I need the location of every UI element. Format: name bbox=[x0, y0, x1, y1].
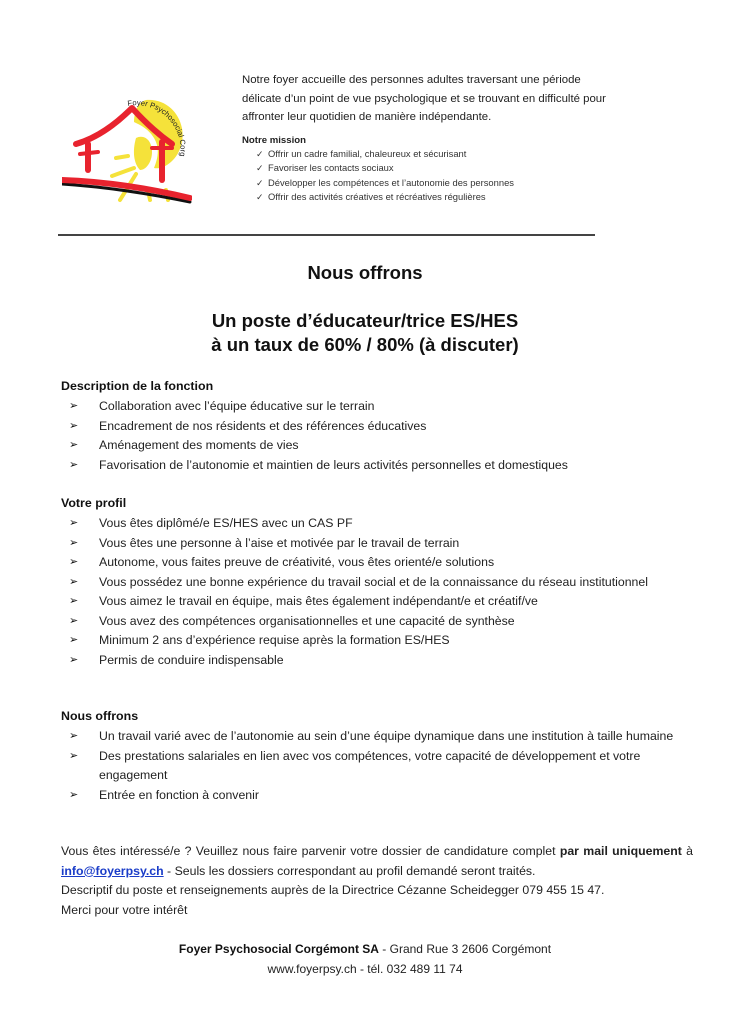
list-item: ➢ Collaboration avec l’équipe éducative sur le terrain bbox=[61, 397, 701, 417]
arrow-bullet-icon: ➢ bbox=[69, 419, 79, 432]
arrow-bullet-icon: ➢ bbox=[69, 458, 79, 471]
arrow-bullet-icon: ➢ bbox=[69, 614, 79, 627]
thanks-text: Merci pour votre intérêt bbox=[61, 903, 188, 918]
application-instructions: Vous êtes intéressé/e ? Veuillez nous faire parvenir votre dossier de candidature complet par mail uniquement à info@foyerpsy.ch - Seuls les dossiers correspondant au profil demandé seront traités. bbox=[61, 844, 693, 878]
mission-list bbox=[242, 147, 612, 205]
contact-info: Descriptif du poste et renseignements auprès de la Directrice Cézanne Scheidegger 079 455 15 47. bbox=[61, 883, 605, 898]
list-item: ➢ Minimum 2 ans d’expérience requise après la formation ES/HES bbox=[61, 631, 701, 651]
arrow-bullet-icon: ➢ bbox=[69, 749, 79, 762]
arrow-bullet-icon: ➢ bbox=[69, 653, 79, 666]
arrow-bullet-icon: ➢ bbox=[69, 400, 79, 412]
check-icon: ✓ bbox=[256, 148, 264, 159]
arrow-bullet-icon: ➢ bbox=[69, 556, 79, 568]
footer-org-name: Foyer Psychosocial Corgémont SA bbox=[178, 942, 379, 956]
check-icon: ✓ bbox=[256, 163, 264, 174]
list-item: ➢ Favorisation de l’autonomie et maintien de leurs activités personnelles et domestiques bbox=[61, 456, 701, 476]
arrow-bullet-icon: ➢ bbox=[69, 788, 79, 801]
footer bbox=[0, 939, 730, 979]
list-item: ➢ Aménagement des moments de vies bbox=[61, 436, 701, 456]
position-rate: à un taux de 60% / 80% (à discuter) bbox=[211, 334, 519, 355]
closing-block bbox=[61, 842, 693, 921]
arrow-bullet-icon: ➢ bbox=[69, 595, 79, 607]
section-profil bbox=[61, 495, 701, 670]
logo-arc-text: Foyer Psychosocial Corg bbox=[126, 98, 188, 158]
section-title: Votre profil bbox=[61, 496, 127, 510]
list-item: ➢ Vous possédez une bonne expérience du travail social et de la connaissance du réseau institutionnel bbox=[61, 573, 701, 593]
list-item: ➢ Vous aimez le travail en équipe, mais êtes également indépendant/e et créatif/ve bbox=[61, 592, 701, 612]
list-item: ➢ Vous êtes une personne à l’aise et motivée par le travail de terrain bbox=[61, 534, 701, 554]
section-title: Nous offrons bbox=[61, 709, 139, 723]
position-title: Un poste d’éducateur/trice ES/HES bbox=[211, 310, 519, 331]
arrow-bullet-icon: ➢ bbox=[69, 536, 79, 549]
mission-item: ✓ Offrir des activités créatives et récréatives régulières bbox=[256, 190, 612, 205]
check-icon: ✓ bbox=[256, 192, 264, 203]
mail-only-emphasis: par mail uniquement bbox=[559, 844, 682, 858]
mission-item: ✓ Développer les compétences et l’autonomie des personnes bbox=[256, 176, 612, 191]
section-offre bbox=[61, 708, 701, 805]
mission-item: ✓ Offrir un cadre familial, chaleureux et sécurisant bbox=[256, 147, 612, 162]
arrow-bullet-icon: ➢ bbox=[69, 439, 79, 451]
footer-address: - Grand Rue 3 2606 Corgémont bbox=[378, 942, 552, 956]
intro-text: Notre foyer accueille des personnes adultes traversant une période délicate d’un point de vue psychologique et se trouvant en difficulté pour affronter leur quotidien de manière indépendante. bbox=[242, 74, 606, 123]
foyer-logo bbox=[62, 78, 192, 206]
footer-address-line bbox=[0, 939, 730, 959]
arrow-bullet-icon: ➢ bbox=[69, 634, 79, 646]
list-item: ➢ Encadrement de nos résidents et des références éducatives bbox=[61, 417, 701, 437]
offer-heading: Nous offrons bbox=[307, 262, 423, 283]
list-item: ➢ Un travail varié avec de l’autonomie au sein d’une équipe dynamique dans une institution à taille humaine bbox=[61, 727, 701, 747]
section-description bbox=[61, 378, 701, 475]
list-item: ➢ Vous êtes diplômé/e ES/HES avec un CAS PF bbox=[61, 514, 701, 534]
check-icon: ✓ bbox=[256, 177, 264, 188]
footer-web-phone: www.foyerpsy.ch - tél. 032 489 11 74 bbox=[267, 962, 463, 976]
mission-title: Notre mission bbox=[242, 134, 306, 146]
intro-block bbox=[242, 71, 612, 205]
arrow-bullet-icon: ➢ bbox=[69, 730, 79, 742]
arrow-bullet-icon: ➢ bbox=[69, 517, 79, 529]
arrow-bullet-icon: ➢ bbox=[69, 575, 79, 588]
email-link[interactable]: info@foyerpsy.ch bbox=[61, 863, 164, 878]
list-item: ➢ Entrée en fonction à convenir bbox=[61, 786, 701, 806]
list-item: ➢ Autonome, vous faites preuve de créativité, vous êtes orienté/e solutions bbox=[61, 553, 701, 573]
list-item: ➢ Des prestations salariales en lien avec vos compétences, votre capacité de développement et votre engagement bbox=[69, 748, 641, 782]
list-item: ➢ Permis de conduire indispensable bbox=[61, 651, 701, 671]
section-title: Description de la fonction bbox=[61, 379, 214, 393]
foyer-logo-image bbox=[62, 78, 192, 206]
mission-item: ✓ Favoriser les contacts sociaux bbox=[256, 161, 612, 176]
divider bbox=[58, 234, 595, 236]
list-item: ➢ Vous avez des compétences organisationnelles et une capacité de synthèse bbox=[61, 612, 701, 632]
